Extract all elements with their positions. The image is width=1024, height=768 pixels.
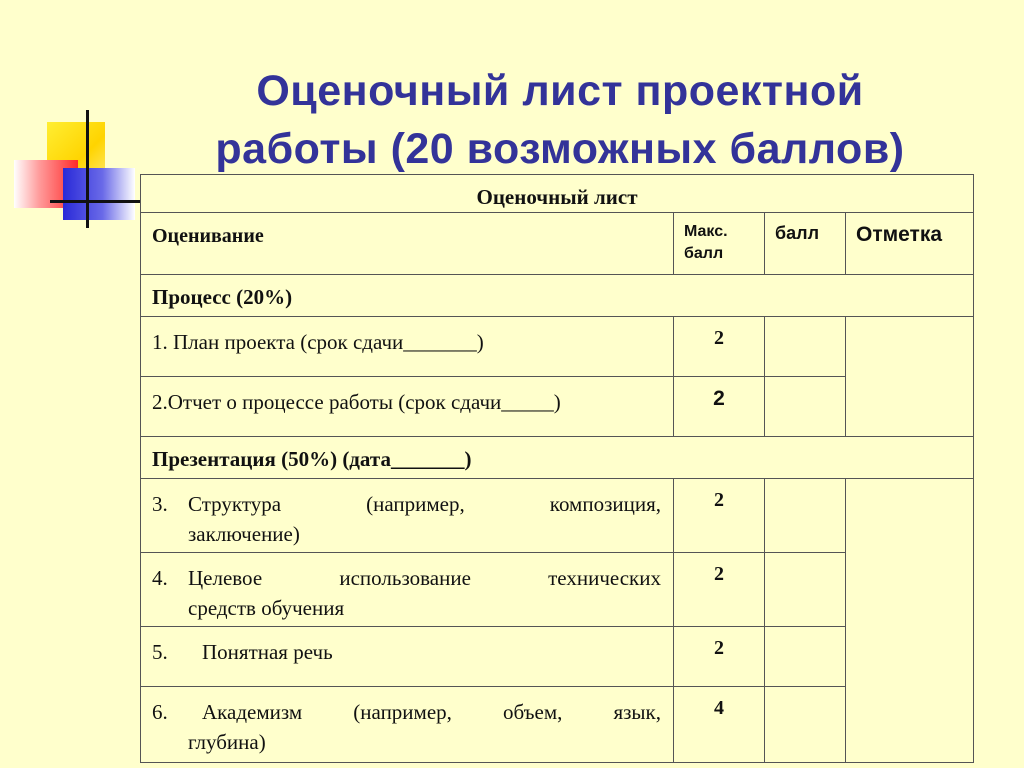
max-score-cell [674,317,765,377]
score-cell[interactable] [765,317,846,377]
item-text-line1: Целевое использование технических [188,566,661,590]
max-score-cell [674,627,765,687]
score-cell[interactable] [765,553,846,627]
criterion-cell [141,479,674,553]
max-score-cell [674,553,765,627]
header-mark [846,213,974,275]
max-score-value: 2 [714,637,724,659]
max-score-value: 2 [714,327,724,349]
criterion-cell [141,687,674,763]
item-number: 1. [152,330,168,354]
item-text-line2: глубина) [188,730,266,754]
mark-cell[interactable] [846,479,974,763]
max-score-cell [674,479,765,553]
slide-title [150,62,970,178]
table-caption-text: Оценочный лист [476,185,638,209]
header-max-score [674,213,765,275]
header-score-text: балл [775,223,819,243]
table-caption [141,175,974,213]
mark-cell[interactable] [846,317,974,437]
max-score-cell [674,687,765,763]
max-score-value: 2 [714,563,724,585]
section-title: Презентация (50%) (дата_______) [152,447,472,471]
header-criteria [141,213,674,275]
max-score-value: 2 [713,387,725,410]
section-row [141,437,974,479]
blue-square [63,168,135,220]
criterion-cell [141,627,674,687]
table-row [141,479,974,553]
item-text-line2: средств обучения [188,596,345,620]
item-text-line2: заключение) [188,522,300,546]
item-number: 5. [152,640,168,664]
section-row [141,275,974,317]
header-score [765,213,846,275]
criterion-cell [141,553,674,627]
max-score-value: 4 [714,697,724,719]
header-max-line1: Макс. [684,223,728,240]
item-text-line1: Структура (например, композиция, [188,492,661,516]
criterion-cell [141,377,674,437]
item-number: 6. [152,700,168,724]
max-score-value: 2 [714,489,724,511]
header-criteria-text: Оценивание [152,225,264,247]
criterion-cell [141,317,674,377]
item-text-line1: Академизм (например, объем, язык, [202,700,661,724]
title-line-2: работы (20 возможных баллов) [215,125,905,173]
horizontal-line [50,200,142,203]
item-text: Понятная речь [202,640,333,664]
section-title: Процесс (20%) [152,285,293,309]
evaluation-table [140,174,974,763]
score-cell[interactable] [765,627,846,687]
header-mark-text: Отметка [856,223,943,246]
header-max-line2: балл [684,245,724,262]
vertical-line [86,110,89,228]
table-row [141,317,974,377]
score-cell[interactable] [765,377,846,437]
item-text: Отчет о процессе работы (срок сдачи_____) [167,390,561,414]
score-cell[interactable] [765,479,846,553]
item-number: 2. [152,390,168,414]
item-number: 4. [152,566,168,590]
score-cell[interactable] [765,687,846,763]
item-text: План проекта (срок сдачи_______) [173,330,484,354]
max-score-cell [674,377,765,437]
item-number: 3. [152,492,168,516]
title-line-1: Оценочный лист проектной [256,67,864,115]
